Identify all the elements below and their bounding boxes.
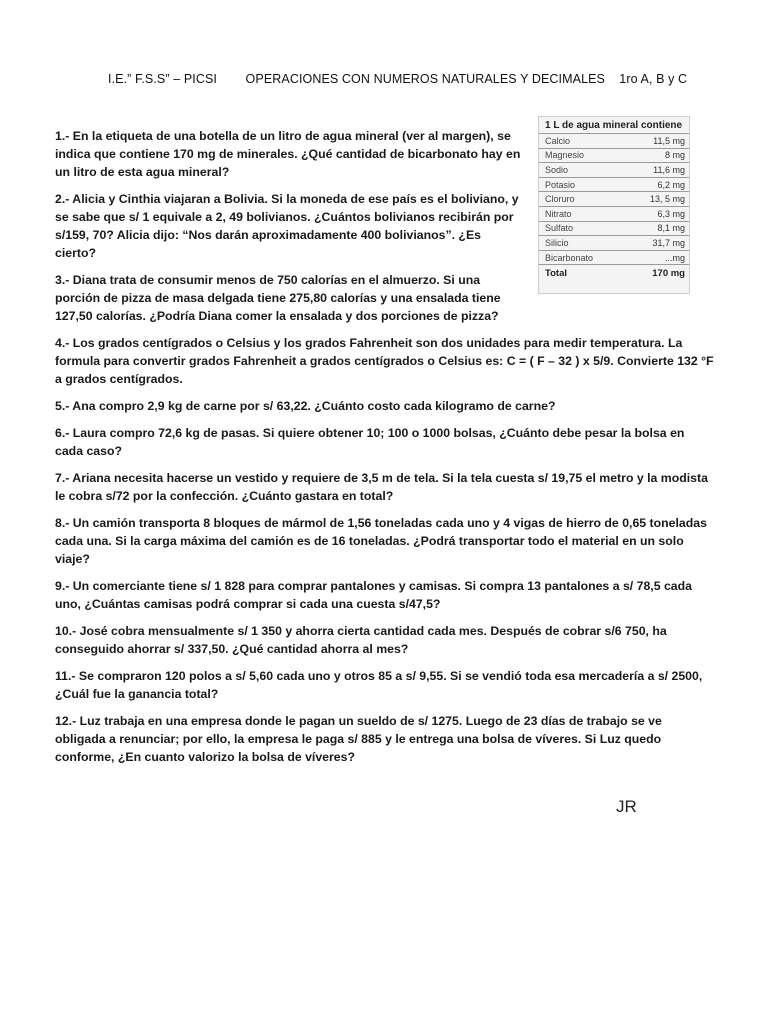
problem-7: 7.- Ariana necesita hacerse un vestido y requiere de 3,5 m de tela. Si la tela cuesta s/ 19,75 el metro y la modista le cobra s/72 por la confección. ¿Cuánto gastara en total? [55, 471, 708, 503]
problem-list [55, 127, 715, 775]
problem-9: 9.- Un comerciante tiene s/ 1 828 para comprar pantalones y camisas. Si compra 13 pantalones a s/ 78,5 cada uno, ¿Cuántas camisas podrá comprar si cada una cuesta s/47,5? [55, 579, 692, 611]
problem-3: 3.- Diana trata de consumir menos de 750 calorías en el almuerzo. Si una porción de pizza de masa delgada tiene 275,80 calorías y una ensalada tiene 127,50 calorías. ¿Podría Diana comer la ensalada y dos porciones de pizza? [55, 273, 501, 323]
problem-8: 8.- Un camión transporta 8 bloques de mármol de 1,56 toneladas cada uno y 4 vigas de hierro de 0,65 toneladas cada una. Si la carga máxima del camión es de 16 toneladas. ¿Podrá transportar todo el material en un solo viaje? [55, 516, 707, 566]
label-row: Sulfato 8,1 mg [539, 222, 689, 237]
label-row: Potasio 6,2 mg [539, 178, 689, 193]
problem-1: 1.- En la etiqueta de una botella de un litro de agua mineral (ver al margen), se indica que contiene 170 mg de minerales. ¿Qué cantidad de bicarbonato hay en un litro de esta agua mineral? [55, 129, 521, 179]
label-title: 1 L de agua mineral contiene [539, 117, 689, 134]
label-row: Sodio 11,6 mg [539, 163, 689, 178]
problem-5: 5.- Ana compro 2,9 kg de carne por s/ 63,22. ¿Cuánto costo cada kilogramo de carne? [55, 399, 556, 413]
label-row: Silicio 31,7 mg [539, 236, 689, 251]
label-row: Nitrato 6,3 mg [539, 207, 689, 222]
problem-12: 12.- Luz trabaja en una empresa donde le pagan un sueldo de s/ 1275. Luego de 23 días de trabajo se ve obligada a renunciar; por ello, la empresa le paga s/ 885 y le entrega una bolsa de víveres. Si Luz quedo conforme, ¿En cuanto valorizo la bolsa de víveres? [55, 714, 662, 764]
problem-6: 6.- Laura compro 72,6 kg de pasas. Si quiere obtener 10; 100 o 1000 bolsas, ¿Cuánto debe pesar la bolsa en cada caso? [55, 426, 685, 458]
signature-initials: JR [616, 797, 637, 816]
label-row: Bicarbonato ...mg [539, 251, 689, 266]
label-row: Magnesio 8 mg [539, 149, 689, 164]
label-row: Calcio 11,5 mg [539, 134, 689, 149]
problem-10: 10.- José cobra mensualmente s/ 1 350 y ahorra cierta cantidad cada mes. Después de cobrar s/6 750, ha conseguido ahorrar s/ 337,50. ¿Qué cantidad ahorra al mes? [55, 624, 667, 656]
page-header: I.E.” F.S.S” – PICSI OPERACIONES CON NUMEROS NATURALES Y DECIMALES 1ro A, B y C [108, 72, 688, 86]
problem-4: 4.- Los grados centígrados o Celsius y los grados Fahrenheit son dos unidades para medir temperatura. La formula para convertir grados Fahrenheit a grados centígrados o Celsius es: C = ( F – 32 ) x 5/9. Convierte 132 °F a grados centígrados. [55, 336, 714, 386]
label-row: Cloruro 13, 5 mg [539, 192, 689, 207]
problem-2: 2.- Alicia y Cinthia viajaran a Bolivia. Si la moneda de ese país es el boliviano, y se sabe que s/ 1 equivale a 2, 49 bolivianos. ¿Cuántos bolivianos recibirán por s/159, 70? Alicia dijo: “Nos darán aproximadamente 400 bolivianos”. ¿Es cierto? [55, 192, 519, 260]
label-total-row: Total 170 mg [545, 267, 685, 279]
problem-11: 11.- Se compraron 120 polos a s/ 5,60 cada uno y otros 85 a s/ 9,55. Si se vendió toda esa mercadería a s/ 2500, ¿Cuál fue la ganancia total? [55, 669, 703, 701]
